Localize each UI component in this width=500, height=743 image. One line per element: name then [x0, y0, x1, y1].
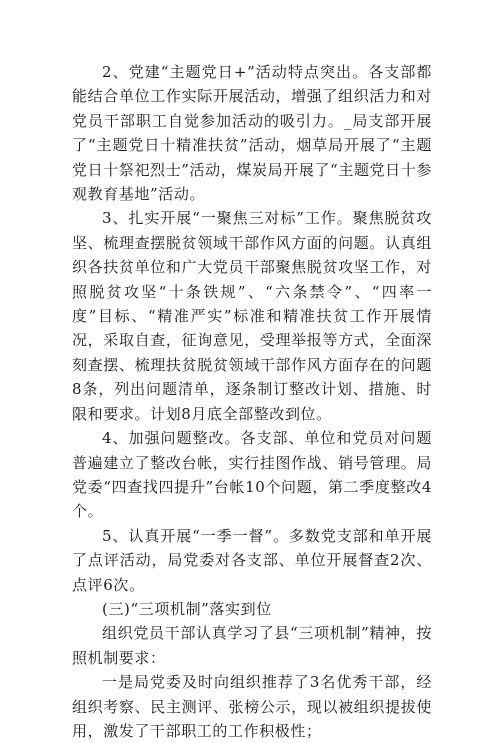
paragraph-mechanism-study: 组织党员干部认真学习了县“三项机制”精神，按照机制要求：: [72, 624, 432, 667]
paragraph-party-day-activities: 2、党建“主题党日+”活动特点突出。各支部都能结合单位工作实际开展活动，增强了组织活力和对党员干部职工自觉参加活动的吸引力。_局支部开展了“主题党日十精准扶贫”活动，烟草局开展了“主题党日十祭祀烈士”活动，煤炭局开展了“主题党日十参观教育基地”活动。: [72, 63, 432, 204]
paragraph-one-focus-three-benchmarks: 3、扎实开展“一聚焦三对标”工作。聚焦脱贫攻坚、梳理查摆脱贫领域干部作风方面的问题。认真组织各扶贫单位和广大党员干部聚焦脱贫攻坚工作，对照脱贫攻坚“十条铁规”、“六条禁令”、“四率一度”目标、“精准严实”标准和精准扶贫工作开展情况，采取自查，征询意见，受理举报等方式，全面深刻查摆、梳理扶贫脱贫领域干部作风方面存在的问题8条，列出问题清单，逐条制订整改计划、措施、时限和要求。计划8月底全部整改到位。: [72, 209, 432, 423]
paragraph-problem-rectification: 4、加强问题整改。各支部、单位和党员对问题普遍建立了整改台帐，实行挂图作战、销号管理。局党委“四查找四提升”台帐10个问题，第二季度整改4个。: [72, 429, 432, 521]
paragraph-quarterly-supervision: 5、认真开展“一季一督”。多数党支部和单开展了点评活动，局党委对各支部、单位开展督查2次、点评6次。: [72, 526, 432, 594]
section-heading-three-mechanisms: (三)“三项机制”落实到位: [102, 599, 272, 618]
document-body: [72, 60, 432, 743]
paragraph-cadre-recommendation: 一是局党委及时向组织推荐了3名优秀干部，经组织考察、民主测评、张榜公示，现以被组织提拔使用，激发了干部职工的工作积极性；: [72, 673, 432, 740]
